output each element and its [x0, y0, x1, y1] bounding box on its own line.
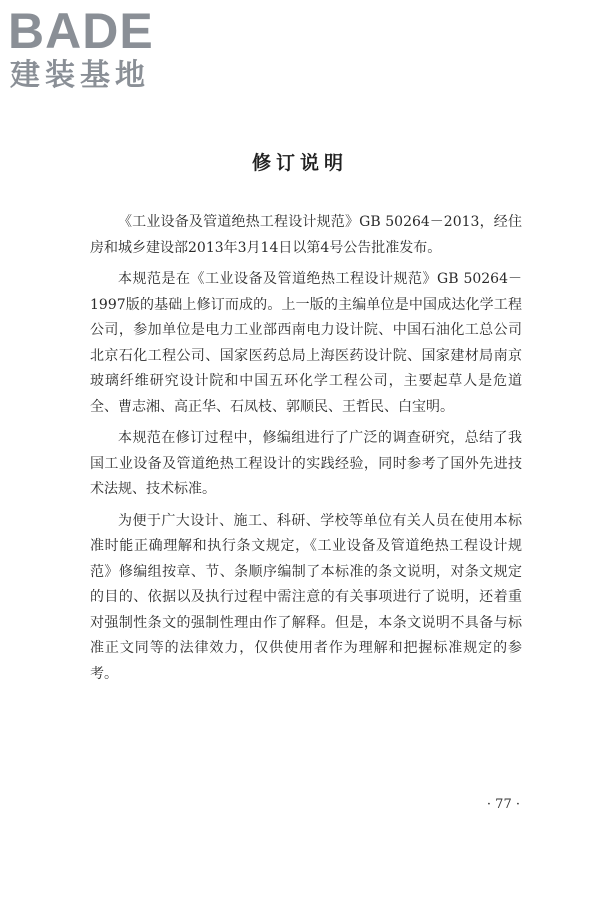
- logo: [8, 3, 178, 96]
- paragraph: 《工业设备及管道绝热工程设计规范》GB 50264－2013，经住房和城乡建设部2013年3月14日以第4号公告批准发布。: [90, 214, 522, 256]
- page-title: 修订说明: [251, 152, 348, 174]
- paragraph: 本规范在修订过程中，修编组进行了广泛的调查研究，总结了我国工业设备及管道绝热工程设计的实践经验，同时参考了国外先进技术法规、技术标准。: [90, 430, 522, 497]
- paragraph: 本规范是在《工业设备及管道绝热工程设计规范》GB 50264－1997版的基础上修订而成的。上一版的主编单位是中国成达化学工程公司，参加单位是电力工业部西南电力设计院、中国石油化工总公司北京石化工程公司、国家医药总局上海医药设计院、国家建材局南京玻璃纤维研究设计院和中国五环化学工程公司，主要起草人是危道全、曹志湘、高正华、石凤枝、郭顺民、王哲民、白宝明。: [90, 271, 522, 415]
- page-number: · 77 ·: [486, 797, 520, 812]
- paragraph: 为便于广大设计、施工、科研、学校等单位有关人员在使用本标准时能正确理解和执行条文规定，《工业设备及管道绝热工程设计规范》修编组按章、节、条顺序编制了本标准的条文说明，对条文规定的目的、依据以及执行过程中需注意的有关事项进行了说明，还着重对强制性条文的强制性理由作了解释。但是，本条文说明不具备与标准正文同等的法律效力，仅供使用者作为理解和把握标准规定的参考。: [90, 512, 522, 682]
- logo-cjk-text: 建装基地: [10, 58, 150, 93]
- body-text: [90, 210, 522, 693]
- logo-latin-text: BADE: [8, 3, 154, 59]
